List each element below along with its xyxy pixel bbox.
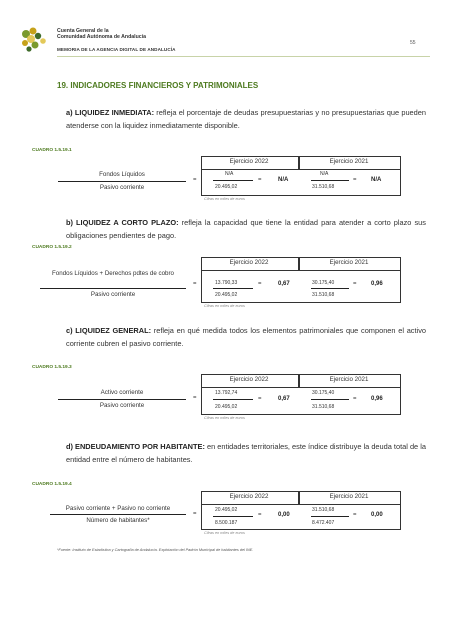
ratio-c-y2022-equals: = <box>258 396 262 402</box>
ratio-a-numerator: Fondos Líquidos <box>99 171 145 178</box>
ratio-b-y2021-num: 30.175,40 <box>312 280 335 286</box>
ratio-b-y2021-line <box>311 288 349 289</box>
ratio-c-numerator: Activo corriente <box>100 389 144 396</box>
ratio-c-y2022-line <box>213 399 253 400</box>
ratio-a-intro-bold: a) LIQUIDEZ INMEDIATA: <box>66 108 155 117</box>
ratio-c-denominator: Pasivo corriente <box>99 402 145 409</box>
footnote: *Fuente: Instituto de Estadística y Cartografía de Andalucía. Explotación del Padrón Municipal de habitantes del INE. <box>57 548 254 552</box>
ratio-b-note: Cifras en miles de euros <box>204 304 245 308</box>
ratio-c-y2021-label: Ejercicio 2021 <box>329 376 369 383</box>
ratio-a-y2022-label: Ejercicio 2022 <box>229 158 269 165</box>
ratio-a-y2022-equals: = <box>258 177 262 183</box>
ratio-a-y2022-num: N/A <box>225 171 234 177</box>
ratio-d-numerator: Pasivo corriente + Pasivo no corriente <box>65 505 171 512</box>
ratio-c-intro-text: refleja en qué medida todos los elementos patrimoniales que componen el activo corriente cubren el pasivo corriente. <box>66 326 426 348</box>
ratio-d-y2022-equals: = <box>258 512 262 518</box>
ratio-d-fraction-line <box>50 514 186 515</box>
header-title-line2: Comunidad Autónoma de Andalucía <box>57 34 146 41</box>
header-subtitle: MEMORIA DE LA AGENCIA DIGITAL DE ANDALUCÍA <box>57 47 176 52</box>
ratio-d-y2021-den: 8.472.407 <box>312 520 335 526</box>
ratio-a-y2021-line <box>311 180 349 181</box>
ratio-c-y2021-line <box>311 399 349 400</box>
ratio-c-fraction-line <box>58 399 186 400</box>
ratio-d-y2021-label: Ejercicio 2021 <box>329 493 369 500</box>
ratio-b-fraction-line <box>40 288 186 289</box>
ratio-a-note: Cifras en miles de euros <box>204 197 245 201</box>
ratio-a-intro <box>66 106 426 132</box>
logo-icon <box>20 26 54 54</box>
ratio-b-cuadro: CUADRO 1.5.19.2 <box>32 245 72 250</box>
ratio-a-y2022-line <box>213 180 253 181</box>
ratio-c-y2022-label: Ejercicio 2022 <box>229 376 269 383</box>
header-title <box>57 28 146 40</box>
ratio-c-y2022-num: 13.792,74 <box>215 390 238 396</box>
header-title-line1: Cuenta General de la <box>57 28 109 34</box>
ratio-b-y2022-line <box>213 288 253 289</box>
ratio-d-note: Cifras en miles de euros <box>204 531 245 535</box>
ratio-d-y2021-result: 0,00 <box>371 512 383 518</box>
ratio-a-cuadro: CUADRO 1.5.19.1 <box>32 148 72 153</box>
ratio-b-equals: = <box>193 281 197 287</box>
ratio-d-y2022-line <box>213 516 253 517</box>
ratio-a-y2022-result: N/A <box>278 177 289 183</box>
header-divider <box>57 56 430 57</box>
ratio-d-y2022-result: 0,00 <box>278 512 290 518</box>
ratio-d-y2021-num: 31.510,68 <box>312 507 335 513</box>
ratio-c-intro <box>66 324 426 350</box>
ratio-a-equals: = <box>193 177 197 183</box>
ratio-d-intro-text: en entidades territoriales, este índice distribuye la deuda total de la entidad entre el número de habitantes. <box>66 442 426 464</box>
ratio-b-y2022-equals: = <box>258 281 262 287</box>
ratio-c-y2021-den: 31.510,68 <box>312 404 335 410</box>
ratio-b-intro-bold: b) LIQUIDEZ A CORTO PLAZO: <box>66 218 179 227</box>
ratio-d-y2022-den: 8.500.187 <box>215 520 238 526</box>
ratio-d-denominator: Número de habitantes* <box>86 517 150 524</box>
page-number: 55 <box>410 40 416 46</box>
ratio-d-equals: = <box>193 511 197 517</box>
ratio-b-y2022-label: Ejercicio 2022 <box>229 259 269 266</box>
ratio-c-y2021-num: 30.175,40 <box>312 390 335 396</box>
ratio-c-y2021-result: 0,96 <box>371 396 383 402</box>
section-title: 19. INDICADORES FINANCIEROS Y PATRIMONIALES <box>57 81 259 90</box>
ratio-d-intro-bold: d) ENDEUDAMIENTO POR HABITANTE: <box>66 442 205 451</box>
ratio-d-y2021-equals: = <box>353 512 357 518</box>
ratio-a-y2021-label: Ejercicio 2021 <box>329 158 369 165</box>
ratio-a-y2021-result: N/A <box>371 177 382 183</box>
ratio-c-y2021-equals: = <box>353 396 357 402</box>
ratio-c-equals: = <box>193 395 197 401</box>
ratio-a-y2022-den: 20.495,02 <box>215 184 238 190</box>
ratio-d-y2022-label: Ejercicio 2022 <box>229 493 269 500</box>
ratio-a-fraction-line <box>58 181 186 182</box>
ratio-a-y2021-equals: = <box>353 177 357 183</box>
ratio-b-y2021-result: 0,96 <box>371 281 383 287</box>
ratio-c-intro-bold: c) LIQUIDEZ GENERAL: <box>66 326 152 335</box>
ratio-b-y2021-equals: = <box>353 281 357 287</box>
ratio-c-y2022-result: 0,67 <box>278 396 290 402</box>
ratio-d-y2021-line <box>311 516 349 517</box>
ratio-a-intro-text: refleja el porcentaje de deudas presupuestarias y no presupuestarias que pueden atenderse con la liquidez inmediatamente disponible. <box>66 108 426 130</box>
ratio-b-denominator: Pasivo corriente <box>90 291 136 298</box>
ratio-c-cuadro: CUADRO 1.5.19.3 <box>32 365 72 370</box>
ratio-a-y2021-den: 31.510,68 <box>312 184 335 190</box>
ratio-d-cuadro: CUADRO 1.5.19.4 <box>32 482 72 487</box>
ratio-c-y2022-den: 20.495,02 <box>215 404 238 410</box>
ratio-d-intro <box>66 440 426 466</box>
ratio-b-intro-text: refleja la capacidad que tiene la entidad para atender a corto plazo sus obligaciones pendientes de pago. <box>66 218 426 240</box>
ratio-a-denominator: Pasivo corriente <box>99 184 145 191</box>
ratio-b-y2022-result: 0,67 <box>278 281 290 287</box>
ratio-b-y2021-den: 31.510,68 <box>312 292 335 298</box>
ratio-c-note: Cifras en miles de euros <box>204 416 245 420</box>
ratio-a-y2021-num: N/A <box>320 171 329 177</box>
ratio-d-y2022-num: 20.495,02 <box>215 507 238 513</box>
ratio-b-y2022-den: 20.495,02 <box>215 292 238 298</box>
ratio-b-numerator: Fondos Líquidos + Derechos pdtes de cobro <box>52 270 174 277</box>
ratio-b-y2021-label: Ejercicio 2021 <box>329 259 369 266</box>
ratio-b-intro <box>66 216 426 242</box>
ratio-b-y2022-num: 13.790,33 <box>215 280 238 286</box>
